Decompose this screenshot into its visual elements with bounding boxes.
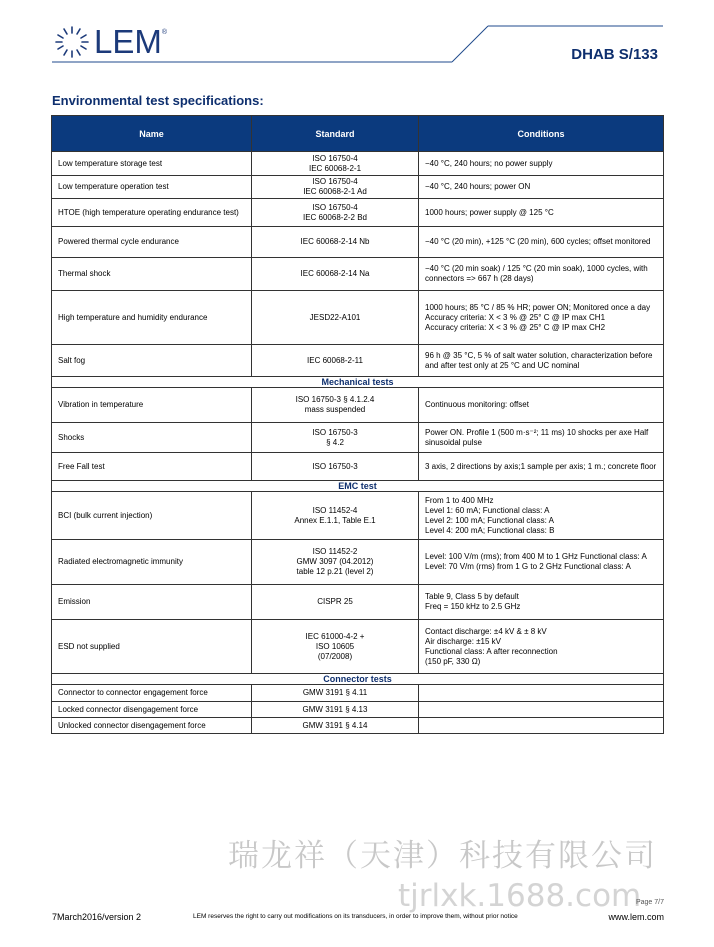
test-conditions — [419, 423, 664, 453]
standard-line: ISO 11452-4 — [312, 505, 358, 515]
test-name: High temperature and humidity endurance — [52, 291, 252, 345]
test-name: Emission — [52, 585, 252, 620]
standard-line: ISO 16750-3 § 4.1.2.4 — [295, 395, 375, 404]
sunburst-icon — [52, 24, 92, 60]
test-conditions — [419, 585, 664, 620]
test-name: Unlocked connector disengagement force — [52, 718, 252, 734]
column-header: Name — [52, 116, 252, 152]
test-name: Low temperature storage test — [52, 152, 252, 176]
standard-line: ISO 16750-4 — [312, 177, 358, 186]
section-label: Mechanical tests — [52, 377, 664, 388]
standard-line: IEC 60068-2-14 Nb — [300, 237, 370, 246]
test-name: Shocks — [52, 423, 252, 453]
condition-line: Level 1: 60 mA; Functional class: A — [425, 505, 550, 515]
table-row — [52, 540, 664, 585]
test-conditions — [419, 702, 664, 718]
table-row — [52, 176, 664, 199]
condition-line: From 1 to 400 MHz — [425, 495, 494, 505]
table-header-row — [52, 116, 664, 152]
test-standard — [252, 199, 419, 227]
standard-line: IEC 60068-2-1 — [308, 163, 362, 173]
table-row — [52, 620, 664, 674]
condition-line: 96 h @ 35 °C, 5 % of salt water solution, characterization before and after test only at 25 °C and UC nominal — [425, 350, 653, 370]
test-standard — [252, 702, 419, 718]
standard-line: ISO 16750-3 — [312, 461, 358, 471]
condition-line: Level: 70 V/m (rms) from 1 G to 2 GHz Functional class: A — [425, 562, 631, 571]
condition-line: −40 °C, 240 hours; no power supply — [425, 158, 553, 168]
standard-line: § 4.2 — [326, 437, 344, 447]
test-name: Thermal shock — [52, 258, 252, 291]
section-header-row — [52, 481, 664, 492]
standard-line: GMW 3191 § 4.11 — [302, 688, 368, 697]
standard-line: IEC 60068-2-14 Na — [300, 269, 370, 278]
test-standard — [252, 388, 419, 423]
section-title: Environmental test specifications: — [52, 93, 264, 108]
test-standard — [252, 685, 419, 702]
standard-line: (07/2008) — [317, 651, 353, 661]
test-conditions — [419, 492, 664, 540]
test-name: BCI (bulk current injection) — [52, 492, 252, 540]
standard-line: ISO 16750-3 — [312, 427, 358, 437]
date-version: 7March2016/version 2 — [52, 912, 142, 922]
watermark-url: tjrlxk.1688.com — [398, 878, 642, 914]
table-row — [52, 258, 664, 291]
standard-line: GMW 3191 § 4.13 — [302, 704, 368, 714]
test-standard — [252, 453, 419, 481]
test-conditions — [419, 345, 664, 377]
test-standard — [252, 540, 419, 585]
column-header: Standard — [252, 116, 419, 152]
condition-line: −40 °C (20 min), +125 °C (20 min), 600 cycles; offset monitored — [425, 237, 651, 246]
condition-line: Power ON. Profile 1 (500 m·s⁻²; 11 ms) 10 shocks per axe Half sinusoidal pulse — [425, 427, 649, 447]
standard-line: ISO 16750-4 — [312, 202, 358, 212]
test-name: HTOE (high temperature operating endurance test) — [52, 199, 252, 227]
table-row — [52, 423, 664, 453]
test-standard — [252, 585, 419, 620]
test-name: Powered thermal cycle endurance — [52, 227, 252, 258]
standard-line: GMW 3191 § 4.14 — [302, 720, 368, 730]
condition-line: Table 9, Class 5 by default — [425, 592, 519, 601]
condition-line: Accuracy criteria: X < 3 % @ 25° C @ IP max CH2 — [425, 322, 606, 332]
standard-line: IEC 60068-2-2 Bd — [302, 212, 368, 222]
standard-line: IEC 60068-2-11 — [307, 355, 363, 365]
section-header-row — [52, 674, 664, 685]
test-standard — [252, 423, 419, 453]
standard-line: IEC 61000-4-2 + — [305, 631, 365, 641]
table-row — [52, 453, 664, 481]
test-standard — [252, 345, 419, 377]
legal-notice: LEM reserves the right to carry out modifications on its transducers, in order to improve them, without prior notice — [193, 913, 518, 920]
standard-line: CISPR 25 — [317, 597, 353, 606]
environmental-test-table — [51, 115, 664, 734]
watermark-company: 瑞龙祥（天津）科技有限公司 — [228, 838, 657, 873]
page-number: Page 7/7 — [635, 899, 664, 906]
test-conditions — [419, 258, 664, 291]
test-conditions — [419, 227, 664, 258]
standard-line: ISO 16750-4 — [312, 153, 358, 163]
test-standard — [252, 152, 419, 176]
table-row — [52, 702, 664, 718]
condition-line: −40 °C, 240 hours; power ON — [425, 182, 531, 191]
column-header: Conditions — [419, 116, 664, 152]
section-label: Connector tests — [52, 674, 664, 685]
standard-line: mass suspended — [304, 405, 366, 414]
test-conditions — [419, 620, 664, 674]
condition-line: Level 4: 200 mA; Functional class: B — [425, 525, 555, 535]
standard-line: IEC 60068-2-1 Ad — [303, 187, 367, 196]
test-conditions — [419, 388, 664, 423]
condition-line: Accuracy criteria: X < 3 % @ 25° C @ IP max CH1 — [425, 312, 606, 322]
test-conditions — [419, 176, 664, 199]
standard-line: ISO 10605 — [315, 641, 355, 651]
test-standard — [252, 227, 419, 258]
test-standard — [252, 258, 419, 291]
condition-line: 1000 hours; power supply @ 125 °C — [425, 207, 554, 217]
table-row — [52, 718, 664, 734]
test-standard — [252, 291, 419, 345]
test-standard — [252, 718, 419, 734]
test-name: Low temperature operation test — [52, 176, 252, 199]
test-name: Vibration in temperature — [52, 388, 252, 423]
registered-mark: ® — [161, 28, 168, 36]
table-row — [52, 388, 664, 423]
condition-line: 1000 hours; 85 °C / 85 % HR; power ON; Monitored once a day — [425, 302, 651, 312]
condition-line: Level: 100 V/m (rms); from 400 M to 1 GHz Functional class: A — [425, 552, 647, 561]
standard-line: JESD22-A101 — [309, 312, 361, 322]
condition-line: Freq = 150 kHz to 2.5 GHz — [425, 602, 521, 611]
document-title: DHAB S/133 — [571, 46, 658, 63]
test-conditions — [419, 152, 664, 176]
test-name: Salt fog — [52, 345, 252, 377]
standard-line: table 12 p.21 (level 2) — [296, 567, 374, 576]
test-name: Free Fall test — [52, 453, 252, 481]
test-conditions — [419, 685, 664, 702]
table-body — [52, 152, 664, 734]
table-row — [52, 345, 664, 377]
test-conditions — [419, 453, 664, 481]
test-standard — [252, 620, 419, 674]
test-name: ESD not supplied — [52, 620, 252, 674]
condition-line: −40 °C (20 min soak) / 125 °C (20 min soak), 1000 cycles, with connectors => 667 h (28 days) — [425, 264, 648, 283]
table-row — [52, 685, 664, 702]
test-name: Radiated electromagnetic immunity — [52, 540, 252, 585]
condition-line: 3 axis, 2 directions by axis;1 sample per axis; 1 m.; concrete floor — [425, 461, 657, 471]
test-conditions — [419, 291, 664, 345]
condition-line: Continuous monitoring: offset — [425, 400, 529, 409]
test-conditions — [419, 718, 664, 734]
test-standard — [252, 176, 419, 199]
standard-line: ISO 11452-2 — [312, 547, 358, 556]
standard-line: GMW 3097 (04.2012) — [296, 557, 374, 566]
website-link[interactable]: www.lem.com — [608, 912, 664, 922]
test-conditions — [419, 199, 664, 227]
table-row — [52, 227, 664, 258]
test-standard — [252, 492, 419, 540]
condition-line: (150 pF, 330 Ω) — [425, 656, 481, 666]
test-name: Connector to connector engagement force — [52, 685, 252, 702]
brand-name: LEM — [94, 23, 162, 60]
table-row — [52, 152, 664, 176]
table-row — [52, 492, 664, 540]
condition-line: Level 2: 100 mA; Functional class: A — [425, 515, 554, 525]
standard-line: Annex E.1.1, Table E.1 — [294, 515, 376, 525]
section-label: EMC test — [52, 481, 664, 492]
condition-line: Functional class: A after reconnection — [425, 646, 558, 656]
lem-logo — [52, 24, 167, 60]
condition-line: Air discharge: ±15 kV — [425, 636, 501, 646]
test-conditions — [419, 540, 664, 585]
table-row — [52, 199, 664, 227]
test-name: Locked connector disengagement force — [52, 702, 252, 718]
condition-line: Contact discharge: ±4 kV & ± 8 kV — [425, 626, 547, 636]
table-row — [52, 585, 664, 620]
section-header-row — [52, 377, 664, 388]
table-row — [52, 291, 664, 345]
